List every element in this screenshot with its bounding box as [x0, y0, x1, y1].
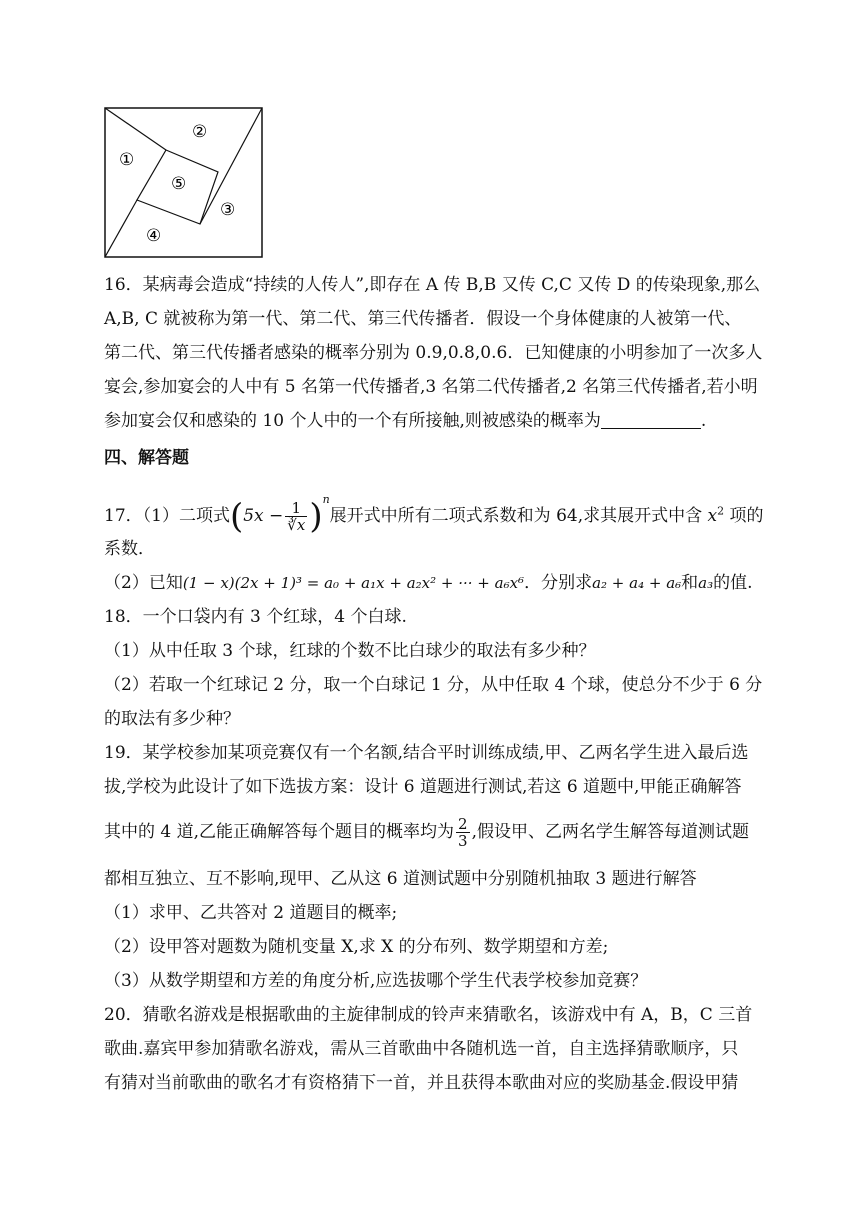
label-4: ④ [146, 226, 162, 246]
q19-line-6: （2）设甲答对题数为随机变量 X,求 X 的分布列、数学期望和方差; [104, 937, 609, 957]
q17-part2-sum: a₂ + a₄ + a₆ [592, 574, 682, 592]
q17-frac-den: ∛x [287, 516, 306, 534]
q16-line-3: 第二代、第三代传播者感染的概率分别为 0.9,0.8,0.6．已知健康的小明参加了一次多人 [104, 343, 763, 363]
q19-line-4: 都相互独立、互不影响,现甲、乙从这 6 道测试题中分别随机抽取 3 题进行解答 [104, 869, 697, 889]
line-top-left [105, 108, 166, 150]
puzzle-diagram [104, 107, 264, 259]
q16-line-1: 16．某病毒会造成“持续的人传人”,即存在 A 传 B,B 又传 C,C 又传 D 的传染现象,那么 [104, 275, 761, 295]
q16-line-4: 宴会,参加宴会的人中有 5 名第一代传播者,3 名第二代传播者,2 名第三代传播者,若小明 [104, 377, 758, 397]
q16-line-5-text: 参加宴会仅和感染的 10 个人中的一个有所接触,则被感染的概率为 [104, 411, 601, 431]
q20-line-2: 歌曲.嘉宾甲参加猜歌名游戏，需从三首歌曲中各随机选一首，自主选择猜歌顺序，只 [104, 1039, 739, 1059]
q17-prefix: 17．（1）二项式 [104, 506, 230, 526]
label-1: ① [119, 150, 135, 170]
line-bottom-left [105, 200, 137, 257]
q19-line-2: 拔,学校为此设计了如下选拔方案：设计 6 道题进行测试,若这 6 道题中,甲能正确解答 [104, 777, 742, 797]
q20-line-3: 有猜对当前歌曲的歌名才有资格猜下一首，并且获得本歌曲对应的奖励基金.假设甲猜 [104, 1073, 739, 1093]
label-3: ③ [220, 200, 236, 220]
line-hidden-2 [218, 108, 262, 172]
q17-part2-and: 和 [681, 573, 699, 593]
q17-part2-a3: a₃ [698, 574, 714, 592]
q17-expr: 5x − [243, 506, 284, 526]
q18-line-1: 18．一个口袋内有 3 个红球，4 个白球. [104, 607, 407, 627]
q19-frac-num: 2 [458, 815, 468, 833]
q19-frac-den: 3 [458, 832, 468, 850]
q17-x: x [707, 506, 718, 526]
q16-line-5-end: . [700, 411, 707, 431]
q18-line-2: （1）从中任取 3 个球，红球的个数不比白球少的取法有多少种？ [104, 641, 596, 661]
q18-line-4: 的取法有多少种？ [104, 709, 240, 729]
q19-line-5: （1）求甲、乙共答对 2 道题目的概率; [104, 903, 398, 923]
q17-part2-end: 的值. [713, 573, 753, 593]
q19-line-3-post: ,假设甲、乙两名学生解答每道测试题 [471, 822, 749, 842]
q17-part2-eq: (1 − x)(2x + 1)³ = a₀ + a₁x + a₂x² + ··· + a₆x⁶ [182, 574, 525, 592]
q17-line-2: 系数． [104, 539, 155, 559]
label-2: ② [192, 122, 208, 142]
q17-part2 [104, 572, 753, 594]
q18-line-3: （2）若取一个红球记 2 分，取一个白球记 1 分，从中任取 4 个球，使总分不少于 6 分 [104, 675, 763, 695]
left-paren: ( [229, 496, 244, 537]
right-paren: ) [309, 496, 323, 537]
q19-line-1: 19．某学校参加某项竞赛仅有一个名额,结合平时训练成绩,甲、乙两名学生进入最后选 [104, 743, 749, 763]
q16-line-2: A,B, C 就被称为第一代、第二代、第三代传播者．假设一个身体健康的人被第一代、 [104, 309, 742, 329]
q19-line-7: （3）从数学期望和方差的角度分析,应选拔哪个学生代表学校参加竞赛？ [104, 971, 648, 991]
q19-line-3 [104, 810, 749, 854]
label-5: ⑤ [171, 174, 187, 194]
q16-line-5 [104, 410, 706, 432]
q17-suffix: 展开式中所有二项式系数和为 64,求其展开式中含 [329, 506, 703, 526]
q20-line-1: 20．猜歌名游戏是根据歌曲的主旋律制成的铃声来猜歌名，该游戏中有 A，B，C 三首 [104, 1005, 753, 1025]
q17-exp: n [322, 493, 330, 506]
q17-frac-num: 1 [285, 500, 307, 517]
answer-blank[interactable] [601, 412, 701, 429]
q17-tail: 项的 [729, 506, 764, 526]
section-heading: 四、解答题 [104, 448, 189, 468]
q17-x-exp: 2 [717, 504, 725, 518]
square-puzzle-figure [104, 107, 264, 259]
q19-line-3-pre: 其中的 4 道,乙能正确解答每个题目的概率均为 [104, 822, 455, 842]
q17-part2-mid: ．分别求 [524, 573, 593, 593]
q19-fraction [456, 816, 470, 849]
q17-line-1 [104, 478, 764, 537]
q17-part2-prefix: （2）已知 [104, 573, 183, 593]
q17-fraction [285, 500, 307, 533]
